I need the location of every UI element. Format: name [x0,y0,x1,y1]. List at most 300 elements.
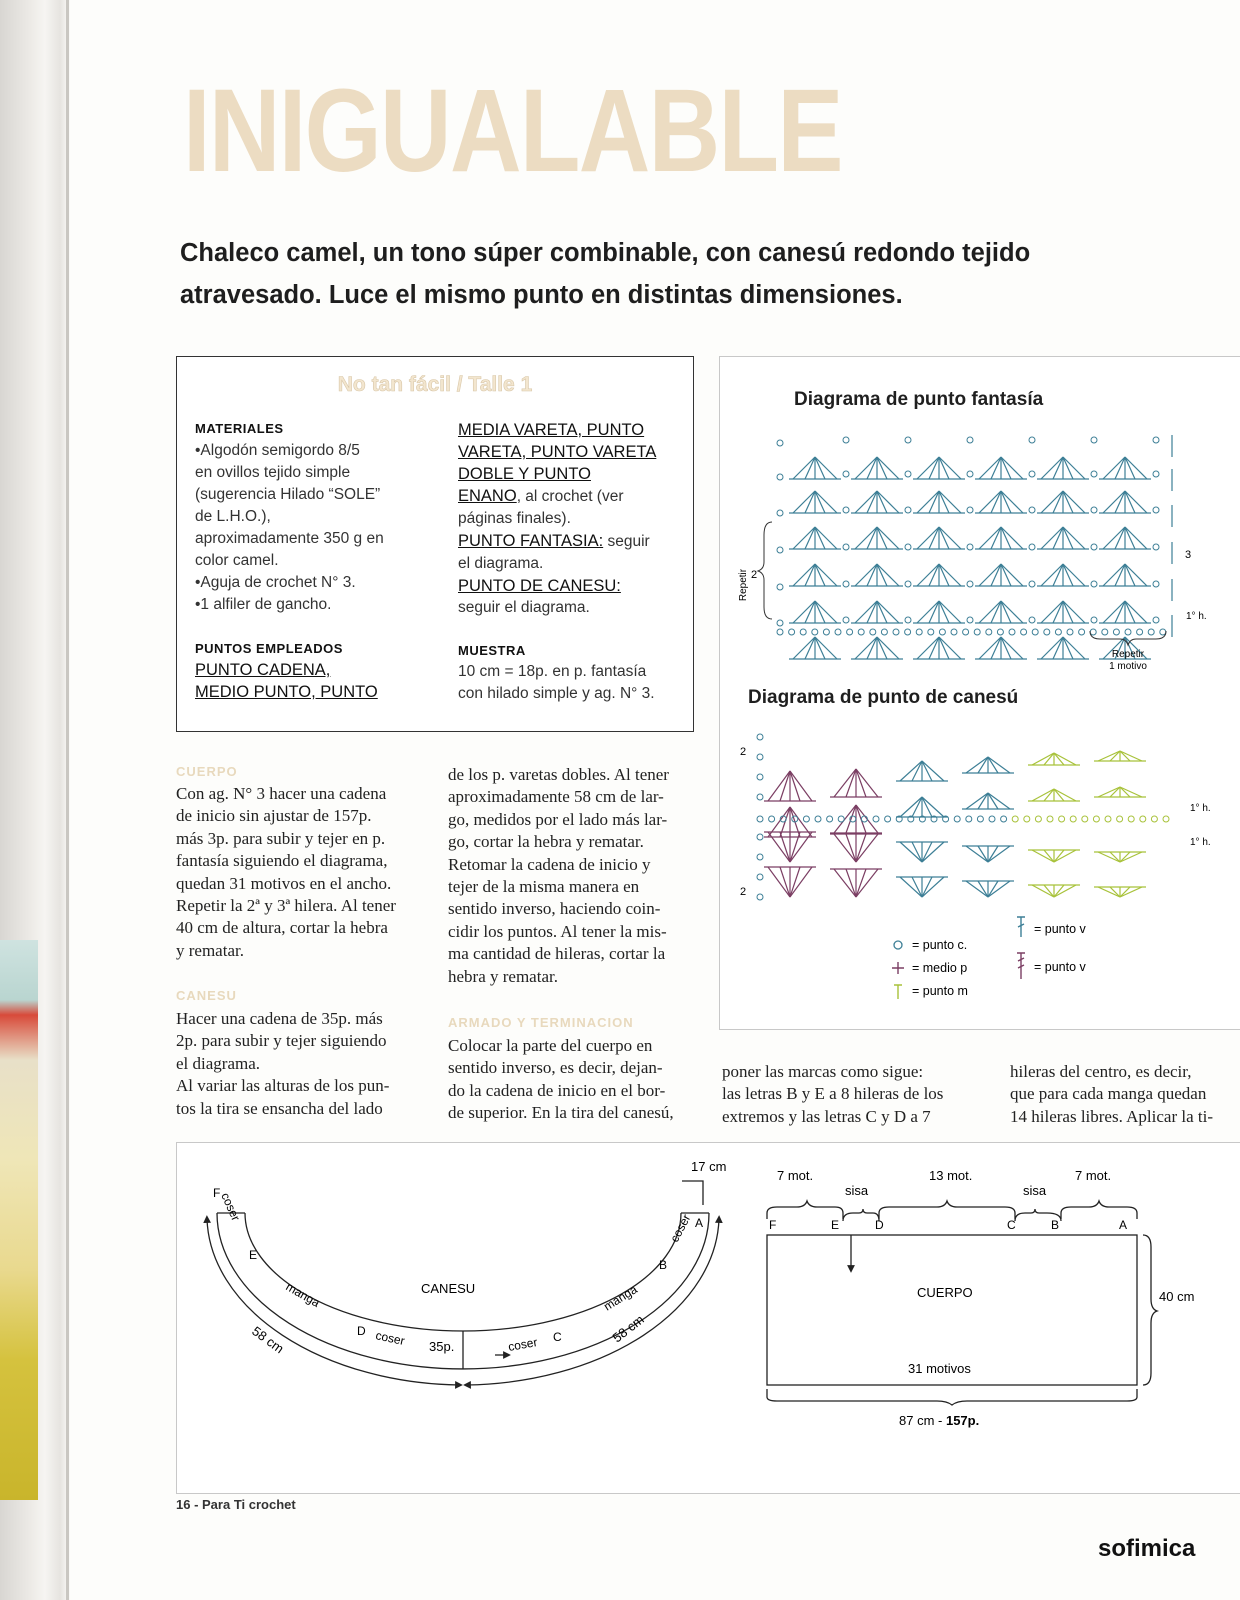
canesu-fan-bottom-stroke [1120,852,1130,862]
fantasia-fan-stroke [877,564,899,586]
text-line: de superior. En la tira del canesú, [448,1103,674,1123]
canesu-fan-bottom-stroke [768,867,790,897]
fantasia-base-chain [963,629,969,635]
fantasia-fan-stroke [991,457,1001,479]
fantasia-fan-stroke [1125,491,1147,513]
canesu-fan-bottom [1094,852,1146,862]
canesu-fan-top-stroke [1120,751,1130,761]
fantasia-fan-stroke [855,457,877,479]
fantasia-fan-stroke [877,491,899,513]
cuerpo-schem-label: CUERPO [917,1285,973,1300]
canesu-fan-top-stroke [922,797,944,817]
fantasia-base-chain [1137,629,1143,635]
canesu-fan-bottom-stroke [912,842,922,862]
canesu-fan-bottom-stroke [1054,850,1064,862]
fantasia-fan-stroke [855,527,877,549]
fantasia-fan-stroke [1125,527,1147,549]
canesu-fan-bottom-stroke [846,834,856,862]
fantasia-fan-stroke [877,601,887,623]
canesu-edge-chain [757,854,763,860]
fantasia-base-chain [974,629,980,635]
fantasia-fan-stroke [815,527,825,549]
fantasia-fan-stroke [1125,491,1135,513]
canesu-fan-bottom-stroke [834,869,856,897]
canesu-fan-bottom [764,867,816,897]
muestra-line: con hilado simple y ag. N° 3. [458,685,655,702]
canesu-fan-bottom-stroke [856,834,866,862]
fantasia-fan-stroke [805,564,815,586]
fantasia-fan-stroke [1041,457,1063,479]
canesu-fan-top [830,769,882,797]
canesu-fan-top-stroke [988,757,998,773]
canesu-edge-chain [757,774,763,780]
fantasia-fan-stroke [1125,601,1135,623]
fantasia-fan-stroke [979,564,1001,586]
canesu-fan-top-stroke [790,771,812,801]
canesu-fan-top-stroke [1054,753,1076,765]
fantasia-fan [975,491,1027,513]
canesu-fan-bottom [830,869,882,897]
fantasia-fan-stroke [1041,637,1063,659]
canesu-fan-bottom-stroke [1120,887,1130,897]
canesu-fan-top-stroke [900,761,922,781]
fantasia-chain [905,544,911,550]
fantasia-fan-stroke [1115,527,1125,549]
fantasia-chain [843,471,849,477]
canesu-fan-top-stroke [1110,751,1120,761]
canesu-fan-top-stroke [768,771,790,801]
fantasia-chain [843,437,849,443]
cuerpo-C: C [1007,1218,1016,1232]
fantasia-fan [851,457,903,479]
fantasia-fan-stroke [815,527,837,549]
fantasia-fan [975,527,1027,549]
canesu-fan-top-stroke [922,761,932,781]
fantasia-fan-stroke [1001,564,1023,586]
first-row-label: 1° h. [1186,611,1207,622]
fantasia-chain [1091,544,1097,550]
canesu-center-chain [1012,816,1018,822]
muestra-line: 10 cm = 18p. en p. fantasía [458,663,647,680]
fantasia-chain [1153,581,1159,587]
muestra-text [458,661,655,705]
fantasia-fan [1037,637,1089,659]
text-line: 2p. para subir y tejer siguiendo [176,1031,387,1051]
fantasia-fan-stroke [1001,527,1023,549]
col2-text [448,764,692,988]
canesu-fan-top-stroke [790,771,800,801]
repetir-left-label: Repetir [738,568,749,602]
fantasia-fan-stroke [855,491,877,513]
canesu-fan-bottom [1094,887,1146,897]
canesu-fan-bottom-stroke [1110,887,1120,897]
fantasia-rest2: el diagrama. [458,555,544,572]
canesu-fan-top [1094,787,1146,797]
fantasia-fan [913,527,965,549]
fantasia-fan-stroke [929,527,939,549]
puntos-col2 [458,419,688,619]
fantasia-fan [789,601,841,623]
canesu-fan-bottom-stroke [1120,852,1142,862]
canesu-diagram-title: Diagrama de punto de canesú [748,687,1019,708]
page-footer: 16 - Para Ti crochet [176,1497,296,1512]
canesu-fan-top-stroke [1054,789,1076,801]
motivos31-label: 31 motivos [908,1361,971,1376]
fantasia-base-chain [870,629,876,635]
canesu-edge-chain [757,734,763,740]
text-line: Al variar las alturas de los pun- [176,1076,390,1096]
fantasia-chain [967,581,973,587]
difficulty-heading: No tan fácil / Talle 1 [337,373,533,396]
canesu-center-chain [1070,816,1076,822]
armado-text [448,1035,692,1125]
canesu-fan-bottom-stroke [1044,885,1054,897]
materiales-list [195,440,435,616]
canesu-rest: seguir el diagrama. [458,599,590,616]
fantasia-fan-stroke [991,527,1001,549]
fantasia-fan [789,564,841,586]
coser-f-label: coser [218,1190,243,1224]
fantasia-fan-stroke [815,637,825,659]
fantasia-fan-stroke [917,527,939,549]
fantasia-fan-stroke [1001,491,1011,513]
materiales-heading: MATERIALES [195,421,284,436]
page-edge [66,0,69,1600]
text-line: el diagrama. [176,1053,261,1073]
canesu-center-chain [1047,816,1053,822]
canesu-fan-bottom-stroke [912,877,922,897]
puntos-line: MEDIA VARETA, PUNTO [458,421,645,439]
canesu-fan-top-stroke [834,769,856,797]
fantasia-fan [1037,564,1089,586]
coser-c-label: coser [507,1335,539,1354]
materiales-line: (sugerencia Hilado “SOLE” [195,486,381,503]
brand-watermark: sofimica [1098,1535,1196,1562]
fantasia-base-chain [823,629,829,635]
canesu-center-chain [827,816,833,822]
fantasia-fan-stroke [805,491,815,513]
text-line: aproximadamente 58 cm de lar- [448,787,664,807]
fantasia-edge-chain [777,510,783,516]
schematics-svg [177,1143,1240,1493]
fantasia-fan-stroke [1103,564,1125,586]
coser-a-label: coser [667,1211,694,1245]
canesu-edge-chain [757,794,763,800]
canesu-center-chain [1059,816,1065,822]
text-line: de inicio sin ajustar de 157p. [176,806,372,826]
materiales-line: aproximadamente 350 g en [195,530,384,547]
fantasia-fan-stroke [877,527,887,549]
text-line: go, medidos por el lado más lar- [448,809,668,829]
manga-left-label: manga [283,1279,323,1310]
canesu-fan-top-stroke [846,769,856,797]
stitch-legend [892,917,1087,999]
sisa-left-brace [843,1209,879,1221]
fantasia-fan [913,637,965,659]
fantasia-chain [1091,437,1097,443]
fantasia-chain [1153,471,1159,477]
arc-D: D [357,1324,366,1338]
text-line: hileras del centro, es decir, [1010,1062,1192,1081]
fantasia-fan-stroke [805,527,815,549]
fantasia-fan [789,457,841,479]
fantasia-fan-stroke [991,564,1001,586]
fantasia-fan-stroke [1115,564,1125,586]
fantasia-fan-stroke [815,564,837,586]
fantasia-base-chain [777,629,783,635]
canesu-center-chain [977,816,983,822]
canesu-center-chain [885,816,891,822]
canesu-center-chain [757,816,763,822]
arc-F: F [213,1186,221,1200]
fantasia-fan-stroke [1001,527,1011,549]
canesu-1b: 1° h. [1190,837,1211,848]
arc-E: E [249,1248,258,1262]
fantasia-chain [1153,437,1159,443]
cm58-right-label: 58 cm [609,1311,647,1346]
fantasia-fan-stroke [815,491,825,513]
canesu-fan-top-stroke [966,757,988,773]
canesu-center-chain [1128,816,1134,822]
fantasia-chain [1029,507,1035,513]
canesu-center-chain [1140,816,1146,822]
canesu-fan-bottom-stroke [966,881,988,897]
fantasia-fan [913,601,965,623]
fantasia-edge-chain [777,474,783,480]
fantasia-fan-stroke [929,601,939,623]
arc-B: B [659,1258,668,1272]
fantasia-chain [1091,617,1097,623]
canesu-fan-top-stroke [978,757,988,773]
fantasia-fan [1037,491,1089,513]
fantasia-base-chain [1021,629,1027,635]
fantasia-fan-stroke [1053,564,1063,586]
fantasia-edge-chain [777,620,783,626]
fantasia-base-chain [1067,629,1073,635]
fantasia-fan [1037,527,1089,549]
fantasia-fan-stroke [1063,637,1073,659]
fantasia-fan [1037,457,1089,479]
canesu-fan-bottom-stroke [1098,852,1120,862]
fantasia-chain [1153,507,1159,513]
canesu-fan-bottom [764,832,816,862]
col3-text [722,1061,970,1128]
fantasia-fan-stroke [793,491,815,513]
canesu-fan-bottom-stroke [1032,850,1054,862]
fantasia-fan-stroke [939,601,961,623]
canesu-fan-top-stroke [1054,753,1064,765]
fantasia-chain [843,507,849,513]
canesu-center-chain [1163,816,1169,822]
fantasia-fan-stroke [1115,491,1125,513]
fantasia-fan [789,527,841,549]
canesu-fan-top-stroke [780,771,790,801]
canesu-fan-bottom [830,834,882,862]
text-line: tejer de la misma manera en [448,877,640,897]
fantasia-fan-stroke [1063,564,1085,586]
canesu-fan-bottom-stroke [1110,852,1120,862]
mot7-left-brace [767,1201,843,1219]
fantasia-chain [843,617,849,623]
text-line: quedan 31 motivos en el ancho. [176,873,392,893]
canesu-fan-bottom [896,877,948,897]
canesu-fan-top-stroke [834,805,856,833]
width-brace [767,1389,1137,1405]
canesu-text [176,1008,420,1120]
mot7-left: 7 mot. [777,1168,814,1183]
canesu-center-chain [838,816,844,822]
fantasia-fan-stroke [979,527,1001,549]
fantasia-fan-stroke [1115,457,1125,479]
canesu-fan-bottom-stroke [856,869,878,897]
canesu-fan-top [1028,753,1080,765]
fantasia-base-chain [916,629,922,635]
canesu-fan-bottom [962,846,1014,862]
fantasia-chain [1029,581,1035,587]
canesu-fan-top-stroke [1120,787,1142,797]
fantasia-fan-stroke [1053,637,1063,659]
fantasia-fan-stroke [929,491,939,513]
fantasia-fan-stroke [1125,527,1135,549]
canesu-fan-bottom-stroke [790,867,800,897]
fantasia-fan-stroke [855,564,877,586]
fantasia-fan-stroke [867,601,877,623]
fantasia-fan-stroke [815,564,825,586]
canesu-fan-top [764,771,816,801]
fantasia-fan-stroke [805,601,815,623]
fantasia-fan-stroke [939,564,961,586]
fantasia-base-chain [789,629,795,635]
canesu-fan-bottom-stroke [1032,885,1054,897]
fantasia-fan-stroke [877,564,887,586]
fantasia-fan-stroke [991,601,1001,623]
fantasia-chain [1029,471,1035,477]
fantasia-fan-stroke [1103,457,1125,479]
fantasia-fan-stroke [877,457,887,479]
canesu-fan-top-stroke [1098,751,1120,761]
fantasia-fan-stroke [877,457,899,479]
fantasia-fan [789,637,841,659]
text-line: Repetir la 2ª y 3ª hilera. Al tener [176,896,396,916]
fantasia-fan-stroke [979,457,1001,479]
text-line: ma cantidad de hileras, cortar la [448,944,666,964]
legend-vareta-doble: = punto v [1034,960,1086,974]
canesu-fan-bottom [1028,885,1080,897]
text-line: tos la tira se ensancha del lado [176,1098,383,1118]
fantasia-fan-stroke [1103,527,1125,549]
text-line: go, cortar la hebra y rematar. [448,832,644,852]
fantasia-fan-stroke [867,564,877,586]
fantasia-chain [967,471,973,477]
canesu-fan-top [962,793,1014,809]
repetir-bottom-label: Repetir [1111,649,1145,660]
cuerpo-B: B [1051,1218,1060,1232]
canesu-fan-top-stroke [988,757,1010,773]
fantasia-fan [789,491,841,513]
fantasia-diagram-title: Diagrama de punto fantasía [794,389,1044,410]
p35-label: 35p. [429,1339,455,1354]
enano-rest: , al crochet (ver [516,488,624,505]
fantasia-fan-stroke [815,457,825,479]
fantasia-fan [913,491,965,513]
fantasia-fan-stroke [793,637,815,659]
fantasia-fan-stroke [939,637,949,659]
fantasia-fan-stroke [1053,491,1063,513]
fantasia-fan-stroke [1041,601,1063,623]
fantasia-base-chain [1102,629,1108,635]
canesu-fan-top [896,797,948,817]
canesu-heading: CANESU [176,988,237,1003]
cuerpo-F: F [769,1218,777,1232]
fantasia-fan-stroke [867,637,877,659]
text-line: cidir los puntos. Al tener la mis- [448,921,667,941]
fantasia-chart [777,435,1172,659]
cuerpo-heading: CUERPO [176,764,238,779]
text-line: Con ag. N° 3 hacer una cadena [176,784,387,803]
canesu-center-chain [1082,816,1088,822]
fantasia-fan [975,457,1027,479]
fantasia-base-chain [858,629,864,635]
canesu-fan-top-stroke [1044,789,1054,801]
fantasia-fan-stroke [1041,564,1063,586]
canesu-fan-bottom-stroke [922,842,944,862]
canesu-fan-bottom-stroke [988,881,998,897]
fantasia-fan-stroke [939,527,961,549]
text-line: Retomar la cadena de inicio y [448,854,651,874]
canesu-center-chain [873,816,879,822]
fantasia-fan [851,601,903,623]
puntos-heading: PUNTOS EMPLEADOS [195,641,343,656]
text-line: las letras B y E a 8 hileras de los [722,1084,944,1104]
canesu-fan-bottom-stroke [856,869,866,897]
canesu-center-chain [1001,816,1007,822]
canesu-fan-bottom-stroke [1054,885,1064,897]
left-arrow [207,1219,459,1385]
sisa-left: sisa [845,1183,869,1198]
fantasia-fan-stroke [939,564,949,586]
materiales-line: en ovillos tejido simple [195,464,351,481]
fantasia-fan-stroke [805,637,815,659]
canesu-center-chain [1117,816,1123,822]
canesu-fan-bottom-stroke [922,877,932,897]
fantasia-chain [905,437,911,443]
canesu-fan-bottom [896,842,948,862]
armado-heading: ARMADO Y TERMINACION [448,1015,634,1030]
fantasia-chain [1153,617,1159,623]
legend-vareta: = punto v [1034,922,1086,936]
text-line: que para cada manga quedan [1010,1084,1207,1104]
fantasia-fan [851,564,903,586]
fantasia-base-chain [1148,629,1154,635]
canesu-fan-top-stroke [856,769,878,797]
canesu-chart [757,734,1169,900]
fantasia-fan-stroke [939,491,949,513]
canesu-fan-bottom-stroke [1054,850,1076,862]
fantasia-fan-stroke [1001,637,1023,659]
canesu-center-chain [954,816,960,822]
mot13: 13 mot. [929,1168,973,1183]
canesu-fan-bottom-stroke [978,846,988,862]
fantasia-fan-stroke [1125,564,1147,586]
fantasia-fan-stroke [805,457,815,479]
fantasia-fan-stroke [1063,601,1073,623]
fantasia-chain [1091,471,1097,477]
fantasia-fan-stroke [815,637,837,659]
arc-C: C [553,1330,562,1344]
legend-media: = punto m [912,984,968,998]
fantasia-fan [851,527,903,549]
canesu-center-chain [1151,816,1157,822]
